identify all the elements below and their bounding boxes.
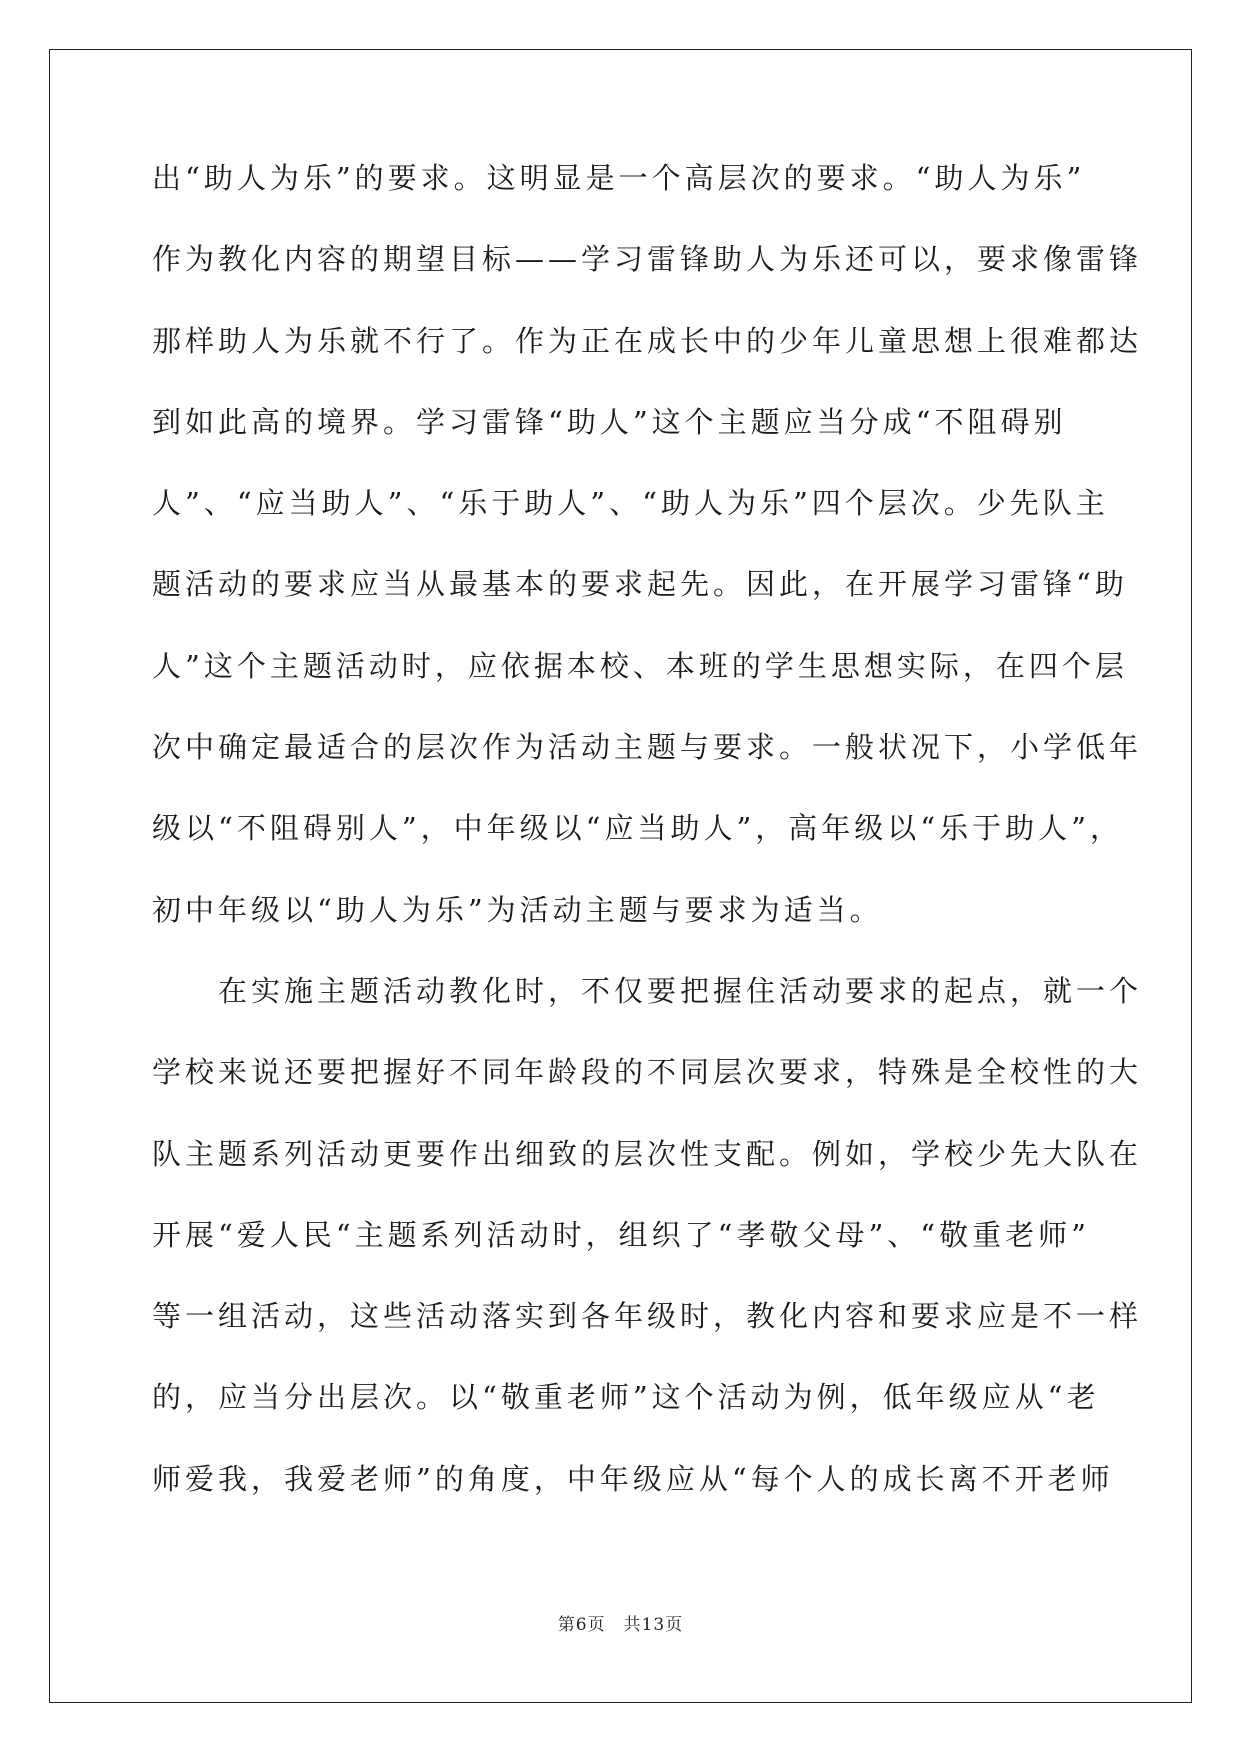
page-number-footer: 第6页 共13页: [557, 1615, 684, 1635]
text-line: 作为教化内容的期望目标——学习雷锋助人为乐还可以，要求像雷锋: [152, 242, 1143, 277]
text-line: 人”这个主题活动时，应依据本校、本班的学生思想实际，在四个层: [152, 648, 1128, 683]
text-line: 次中确定最适合的层次作为活动主题与要求。一般状况下，小学低年: [152, 730, 1143, 765]
text-line: 等一组活动，这些活动落实到各年级时，教化内容和要求应是不一样: [152, 1299, 1143, 1334]
text-line: 学校来说还要把握好不同年龄段的不同层次要求，特殊是全校性的大: [152, 1055, 1143, 1090]
text-line: 题活动的要求应当从最基本的要求起先。因此，在开展学习雷锋“助: [152, 567, 1128, 602]
text-line: 初中年级以“助人为乐”为活动主题与要求为适当。: [152, 892, 883, 927]
text-line: 的，应当分出层次。以“敬重老师”这个活动为例，低年级应从“老: [152, 1380, 1100, 1415]
text-line: 出“助人为乐”的要求。这明显是一个高层次的要求。“助人为乐”: [152, 161, 1086, 195]
text-line: 人”、“应当助人”、“乐于助人”、“助人为乐”四个层次。少先队主: [152, 486, 1109, 521]
text-line: 到如此高的境界。学习雷锋“助人”这个主题应当分成“不阻碍别: [152, 404, 1067, 439]
text-line: 师爱我，我爱老师”的角度，中年级应从“每个人的成长离不开老师: [152, 1461, 1114, 1496]
text-line: 在实施主题活动教化时，不仅要把握住活动要求的起点，就一个: [152, 973, 1143, 1008]
text-line: 开展“爱人民“主题系列活动时，组织了“孝敬父母”、“敬重老师”: [152, 1217, 1090, 1252]
text-line: 队主题系列活动更要作出细致的层次性支配。例如，学校少先大队在: [152, 1136, 1143, 1171]
text-line: 级以“不阻碍别人”，中年级以“应当助人”，高年级以“乐于助人”，: [152, 811, 1123, 846]
text-line: 那样助人为乐就不行了。作为正在成长中的少年儿童思想上很难都达: [152, 323, 1143, 358]
document-body: [152, 158, 1143, 1540]
